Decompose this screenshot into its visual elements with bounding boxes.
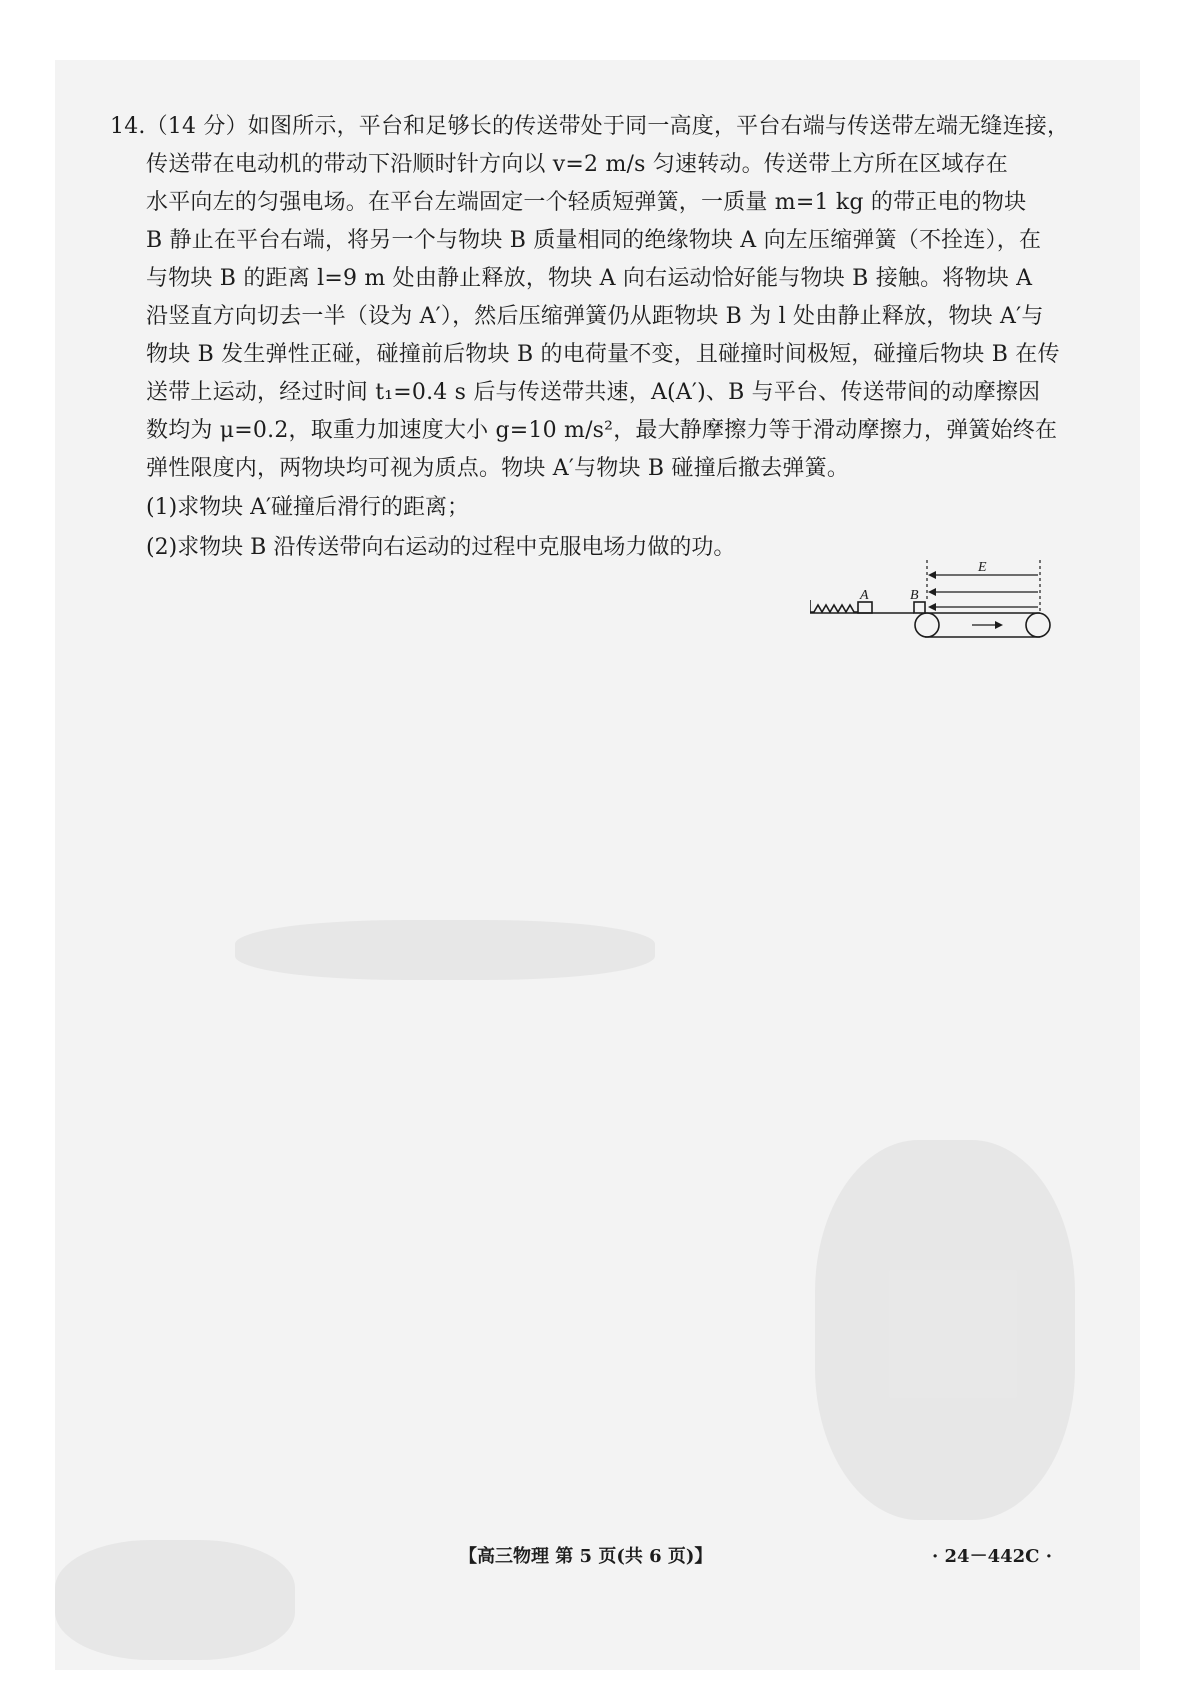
belt-roller-left	[915, 613, 939, 637]
scan-smudge	[235, 920, 655, 980]
problem-line: 弹性限度内，两物块均可视为质点。物块 A′与物块 B 碰撞后撤去弹簧。	[146, 456, 850, 481]
field-arrowhead	[928, 588, 936, 596]
problem-line: 与物块 B 的距离 l=9 m 处由静止释放，物块 A 向右运动恰好能与物块 B 接触。将物块 A	[146, 266, 1033, 291]
problem-line: 物块 B 发生弹性正碰，碰撞前后物块 B 的电荷量不变，且碰撞时间极短，碰撞后物块 B 在传	[146, 342, 1060, 367]
label-b: B	[910, 588, 919, 603]
footer-code: · 24－442C ·	[932, 1546, 1053, 1567]
problem-line: 14.（14 分）如图所示，平台和足够长的传送带处于同一高度，平台右端与传送带左端无缝连接，	[110, 114, 1070, 139]
scan-smudge	[815, 1140, 1075, 1520]
label-e: E	[978, 560, 987, 575]
block-b	[914, 602, 925, 613]
problem-14	[110, 108, 1095, 568]
spring	[810, 600, 858, 612]
question-1: (1)求物块 A′碰撞后滑行的距离；	[146, 495, 470, 520]
field-arrowhead	[928, 603, 936, 611]
field-arrowhead	[928, 571, 936, 579]
question-2: (2)求物块 B 沿传送带向右运动的过程中克服电场力做的功。	[146, 535, 736, 560]
physics-diagram	[810, 555, 1080, 660]
belt-roller-right	[1026, 613, 1050, 637]
problem-line: 水平向左的匀强电场。在平台左端固定一个轻质短弹簧，一质量 m=1 kg 的带正电的物块	[146, 190, 1027, 215]
problem-line: 传送带在电动机的带动下沿顺时针方向以 v=2 m/s 匀速转动。传送带上方所在区域存在	[146, 152, 1009, 177]
label-a: A	[860, 588, 869, 603]
problem-line: B 静止在平台右端，将另一个与物块 B 质量相同的绝缘物块 A 向左压缩弹簧（不拴连），在	[146, 228, 1042, 253]
belt-direction-arrowhead	[995, 621, 1003, 629]
footer-page-info: 【高三物理 第 5 页(共 6 页)】	[459, 1546, 713, 1567]
problem-line: 送带上运动，经过时间 t₁=0.4 s 后与传送带共速，A(A′)、B 与平台、传送带间的动摩擦因	[146, 380, 1041, 405]
block-a	[858, 602, 872, 613]
problem-line: 数均为 μ=0.2，取重力加速度大小 g=10 m/s²，最大静摩擦力等于滑动摩擦力，弹簧始终在	[146, 418, 1058, 443]
page-footer	[0, 1542, 1200, 1572]
problem-line: 沿竖直方向切去一半（设为 A′），然后压缩弹簧仍从距物块 B 为 l 处由静止释放，物块 A′与	[146, 304, 1044, 329]
